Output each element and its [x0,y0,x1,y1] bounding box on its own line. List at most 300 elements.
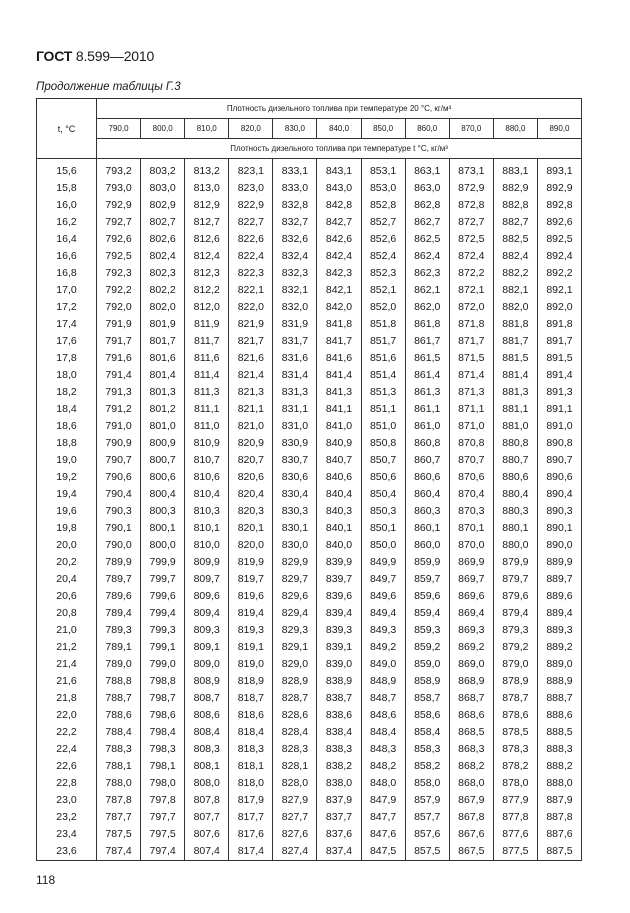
density-cell: 888,2 [537,758,581,775]
density-cell: 841,6 [317,350,361,367]
temperature-cell: 22,8 [37,775,97,792]
density-cell: 870,6 [449,469,493,486]
density-cell: 847,7 [361,809,405,826]
temperature-cell: 21,8 [37,690,97,707]
density-cell: 821,9 [229,316,273,333]
density-cell: 820,9 [229,435,273,452]
table-row [37,554,582,571]
density-cell: 848,6 [361,707,405,724]
density-cell: 819,7 [229,571,273,588]
density-cell: 792,5 [97,248,141,265]
density-cell: 841,8 [317,316,361,333]
density-cell: 843,0 [317,180,361,197]
density-cell: 788,4 [97,724,141,741]
temperature-cell: 18,4 [37,401,97,418]
density-cell: 891,1 [537,401,581,418]
density-cell: 830,0 [273,537,317,554]
temperature-cell: 22,0 [37,707,97,724]
density-cell: 838,3 [317,741,361,758]
density-cell: 862,4 [405,248,449,265]
density-cell: 838,0 [317,775,361,792]
density-cell: 880,3 [493,503,537,520]
density-cell: 798,8 [141,673,185,690]
temperature-cell: 21,2 [37,639,97,656]
density-cell: 858,4 [405,724,449,741]
density-cell: 832,4 [273,248,317,265]
density-cell: 832,1 [273,282,317,299]
table-row [37,741,582,758]
density-cell: 861,8 [405,316,449,333]
density-cell: 800,0 [141,537,185,554]
density-cell: 810,0 [185,537,229,554]
density-cell: 849,3 [361,622,405,639]
table-row [37,452,582,469]
density-cell: 838,4 [317,724,361,741]
table-row [37,214,582,231]
temperature-cell: 22,4 [37,741,97,758]
density-cell: 809,4 [185,605,229,622]
density-cell: 812,3 [185,265,229,282]
density-cell: 821,1 [229,401,273,418]
density-cell: 859,6 [405,588,449,605]
density-cell: 877,5 [493,843,537,861]
density-cell: 831,9 [273,316,317,333]
density-cell: 798,4 [141,724,185,741]
density-cell: 868,2 [449,758,493,775]
density-cell: 790,4 [97,486,141,503]
density-cell: 879,7 [493,571,537,588]
table-row [37,197,582,214]
density-cell: 882,4 [493,248,537,265]
density-cell: 861,5 [405,350,449,367]
temperature-cell: 16,8 [37,265,97,282]
density-cell: 808,0 [185,775,229,792]
density-cell: 872,9 [449,180,493,197]
density-cell: 828,1 [273,758,317,775]
table-row [37,486,582,503]
density-cell: 822,9 [229,197,273,214]
density-cell: 787,5 [97,826,141,843]
density-cell: 830,1 [273,520,317,537]
density-cell: 817,7 [229,809,273,826]
density-cell: 803,2 [141,159,185,181]
density-cell: 888,9 [537,673,581,690]
density-cell: 830,7 [273,452,317,469]
density-cell: 802,9 [141,197,185,214]
density-cell: 882,0 [493,299,537,316]
density-cell: 862,3 [405,265,449,282]
density-cell: 853,1 [361,159,405,181]
table-continuation-caption: Продолжение таблицы Г.3 [36,81,181,93]
density-cell: 837,9 [317,792,361,809]
temperature-cell: 16,6 [37,248,97,265]
density-cell: 820,1 [229,520,273,537]
temperature-cell: 20,8 [37,605,97,622]
density-cell: 850,7 [361,452,405,469]
density-cell: 859,2 [405,639,449,656]
density-cell: 841,0 [317,418,361,435]
density-cell: 811,7 [185,333,229,350]
table-row [37,639,582,656]
density-cell: 830,6 [273,469,317,486]
density-cell: 800,3 [141,503,185,520]
density-cell: 891,8 [537,316,581,333]
density-cell: 789,3 [97,622,141,639]
density-cell: 887,8 [537,809,581,826]
density-cell: 789,1 [97,639,141,656]
density-cell: 849,9 [361,554,405,571]
density-cell: 808,3 [185,741,229,758]
density-cell: 882,7 [493,214,537,231]
table-row [37,231,582,248]
table-row [37,758,582,775]
density-cell: 893,1 [537,159,581,181]
density-cell: 813,0 [185,180,229,197]
density-cell: 889,6 [537,588,581,605]
density-cell: 789,0 [97,656,141,673]
standard-number: 8.599—2010 [75,48,155,64]
density-cell: 822,1 [229,282,273,299]
density-cell: 827,4 [273,843,317,861]
density-cell: 808,6 [185,707,229,724]
density-cell: 849,0 [361,656,405,673]
density-cell: 863,0 [405,180,449,197]
density-cell: 807,8 [185,792,229,809]
density-cell: 822,4 [229,248,273,265]
density-columns-row [37,119,582,139]
density-cell: 787,7 [97,809,141,826]
density-cell: 839,4 [317,605,361,622]
density-cell: 818,6 [229,707,273,724]
density-cell: 842,6 [317,231,361,248]
density-cell: 888,5 [537,724,581,741]
density-cell: 849,6 [361,588,405,605]
density-cell: 819,9 [229,554,273,571]
density-cell: 821,7 [229,333,273,350]
table-row [37,792,582,809]
density-cell: 880,0 [493,537,537,554]
density-cell: 858,9 [405,673,449,690]
table-row [37,537,582,554]
density-cell: 890,6 [537,469,581,486]
density-cell: 881,0 [493,418,537,435]
density-cell: 879,4 [493,605,537,622]
density-cell: 851,8 [361,316,405,333]
table-row [37,248,582,265]
density-cell: 852,6 [361,231,405,248]
density-cell: 891,4 [537,367,581,384]
density-cell: 837,6 [317,826,361,843]
density-cell: 817,4 [229,843,273,861]
density-cell: 810,4 [185,486,229,503]
density-cell: 878,3 [493,741,537,758]
table-row [37,690,582,707]
density-cell: 812,4 [185,248,229,265]
density-cell: 810,9 [185,435,229,452]
density-cell: 890,3 [537,503,581,520]
density-cell: 799,0 [141,656,185,673]
density-cell: 818,9 [229,673,273,690]
density-cell: 811,4 [185,367,229,384]
density-cell: 882,8 [493,197,537,214]
density-cell: 839,3 [317,622,361,639]
density-cell: 799,7 [141,571,185,588]
density-cell: 878,2 [493,758,537,775]
density-cell: 829,1 [273,639,317,656]
density-cell: 857,7 [405,809,449,826]
table-row [37,520,582,537]
density-cell: 889,9 [537,554,581,571]
density-cell: 889,3 [537,622,581,639]
density-cell: 792,7 [97,214,141,231]
table-row [37,622,582,639]
density-cell: 871,7 [449,333,493,350]
density-cell: 822,0 [229,299,273,316]
table-row [37,282,582,299]
density-cell: 840,9 [317,435,361,452]
density-cell: 797,8 [141,792,185,809]
density-cell: 882,1 [493,282,537,299]
density-cell: 810,6 [185,469,229,486]
density-cell: 788,6 [97,707,141,724]
density-cell: 848,0 [361,775,405,792]
density-cell: 821,4 [229,367,273,384]
document-header [36,48,154,64]
density-cell: 817,9 [229,792,273,809]
density-cell: 842,4 [317,248,361,265]
density-cell: 798,0 [141,775,185,792]
table-body [37,159,582,861]
table-row [37,367,582,384]
density-cell: 878,7 [493,690,537,707]
density-cell: 881,5 [493,350,537,367]
density-cell: 839,1 [317,639,361,656]
density-cell: 843,1 [317,159,361,181]
density-cell: 848,7 [361,690,405,707]
temperature-cell: 22,6 [37,758,97,775]
density-cell: 827,7 [273,809,317,826]
density-cell: 838,6 [317,707,361,724]
table-row [37,809,582,826]
density-cell: 849,2 [361,639,405,656]
temperature-cell: 21,4 [37,656,97,673]
density-cell: 860,4 [405,486,449,503]
density-cell: 859,7 [405,571,449,588]
temperature-cell: 23,6 [37,843,97,861]
density-cell: 832,3 [273,265,317,282]
density-cell: 811,0 [185,418,229,435]
density-cell: 788,3 [97,741,141,758]
table-row [37,333,582,350]
density-cell: 862,0 [405,299,449,316]
density-column-header: 790,0 [97,119,141,139]
density-cell: 791,3 [97,384,141,401]
density-cell: 800,6 [141,469,185,486]
density-cell: 811,3 [185,384,229,401]
table-row [37,656,582,673]
density-cell: 891,3 [537,384,581,401]
density-cell: 792,2 [97,282,141,299]
density-cell: 809,0 [185,656,229,673]
density-cell: 872,0 [449,299,493,316]
temperature-cell: 15,8 [37,180,97,197]
density-cell: 881,1 [493,401,537,418]
density-cell: 888,6 [537,707,581,724]
density-cell: 890,1 [537,520,581,537]
density-cell: 790,9 [97,435,141,452]
density-cell: 802,4 [141,248,185,265]
density-cell: 842,1 [317,282,361,299]
density-column-header: 800,0 [141,119,185,139]
density-cell: 789,4 [97,605,141,622]
density-cell: 867,6 [449,826,493,843]
density-cell: 789,9 [97,554,141,571]
density-cell: 790,7 [97,452,141,469]
density-cell: 838,2 [317,758,361,775]
density-cell: 852,8 [361,197,405,214]
density-cell: 801,2 [141,401,185,418]
density-cell: 809,7 [185,571,229,588]
density-cell: 809,3 [185,622,229,639]
density-cell: 858,0 [405,775,449,792]
density-cell: 793,0 [97,180,141,197]
density-cell: 820,7 [229,452,273,469]
density-column-header: 880,0 [493,119,537,139]
density-cell: 858,7 [405,690,449,707]
density-cell: 819,1 [229,639,273,656]
page-number: 118 [36,873,56,887]
density-cell: 812,0 [185,299,229,316]
density-cell: 820,4 [229,486,273,503]
density-cell: 842,8 [317,197,361,214]
density-cell: 840,7 [317,452,361,469]
density-cell: 868,7 [449,690,493,707]
density-cell: 878,5 [493,724,537,741]
density-cell: 791,4 [97,367,141,384]
density-cell: 850,1 [361,520,405,537]
density-cell: 801,6 [141,350,185,367]
density-cell: 818,3 [229,741,273,758]
density-cell: 879,6 [493,588,537,605]
density-cell: 839,0 [317,656,361,673]
density-cell: 882,5 [493,231,537,248]
density-cell: 869,9 [449,554,493,571]
density-cell: 807,6 [185,826,229,843]
density-cell: 812,7 [185,214,229,231]
table-row [37,571,582,588]
density-column-header: 850,0 [361,119,405,139]
density-cell: 842,7 [317,214,361,231]
density-cell: 817,6 [229,826,273,843]
density-cell: 871,8 [449,316,493,333]
density-cell: 860,3 [405,503,449,520]
density-cell: 789,7 [97,571,141,588]
density-cell: 797,4 [141,843,185,861]
temperature-cell: 18,8 [37,435,97,452]
density-cell: 820,6 [229,469,273,486]
density-cell: 832,7 [273,214,317,231]
density-cell: 788,0 [97,775,141,792]
table-row [37,775,582,792]
density-cell: 788,1 [97,758,141,775]
density-cell: 840,3 [317,503,361,520]
density-cell: 887,6 [537,826,581,843]
density-cell: 821,0 [229,418,273,435]
density-cell: 821,3 [229,384,273,401]
density-cell: 858,3 [405,741,449,758]
density-cell: 823,0 [229,180,273,197]
density-cell: 862,5 [405,231,449,248]
density-cell: 883,1 [493,159,537,181]
density-cell: 810,1 [185,520,229,537]
temperature-cell: 19,8 [37,520,97,537]
density-cell: 832,0 [273,299,317,316]
density-cell: 812,2 [185,282,229,299]
density-cell: 890,4 [537,486,581,503]
density-cell: 819,4 [229,605,273,622]
density-cell: 879,2 [493,639,537,656]
density-cell: 869,0 [449,656,493,673]
density-cell: 892,4 [537,248,581,265]
density-cell: 867,5 [449,843,493,861]
density-cell: 799,9 [141,554,185,571]
density-cell: 808,7 [185,690,229,707]
density-cell: 839,9 [317,554,361,571]
density-cell: 872,5 [449,231,493,248]
density-cell: 858,2 [405,758,449,775]
density-cell: 841,3 [317,384,361,401]
table-row [37,673,582,690]
density-cell: 791,6 [97,350,141,367]
density-cell: 891,5 [537,350,581,367]
table-row [37,605,582,622]
density-cell: 793,2 [97,159,141,181]
density-cell: 800,1 [141,520,185,537]
density-cell: 831,3 [273,384,317,401]
density-cell: 811,9 [185,316,229,333]
density-cell: 801,7 [141,333,185,350]
density-cell: 808,1 [185,758,229,775]
density-cell: 850,0 [361,537,405,554]
density-cell: 852,3 [361,265,405,282]
density-cell: 882,9 [493,180,537,197]
density-cell: 852,1 [361,282,405,299]
density-cell: 789,6 [97,588,141,605]
table-row [37,707,582,724]
density-cell: 881,4 [493,367,537,384]
density-cell: 802,3 [141,265,185,282]
density-cell: 802,6 [141,231,185,248]
density-cell: 868,3 [449,741,493,758]
density-cell: 813,2 [185,159,229,181]
density-cell: 807,4 [185,843,229,861]
density-cell: 861,4 [405,367,449,384]
density-cell: 841,4 [317,367,361,384]
density-cell: 802,0 [141,299,185,316]
density-cell: 842,0 [317,299,361,316]
table-row [37,503,582,520]
density-cell: 870,1 [449,520,493,537]
density-cell: 798,3 [141,741,185,758]
density-cell: 829,0 [273,656,317,673]
density-cell: 871,1 [449,401,493,418]
density-cell: 837,4 [317,843,361,861]
density-cell: 869,7 [449,571,493,588]
density-cell: 851,3 [361,384,405,401]
table-row [37,418,582,435]
density-cell: 871,5 [449,350,493,367]
density-cell: 879,9 [493,554,537,571]
